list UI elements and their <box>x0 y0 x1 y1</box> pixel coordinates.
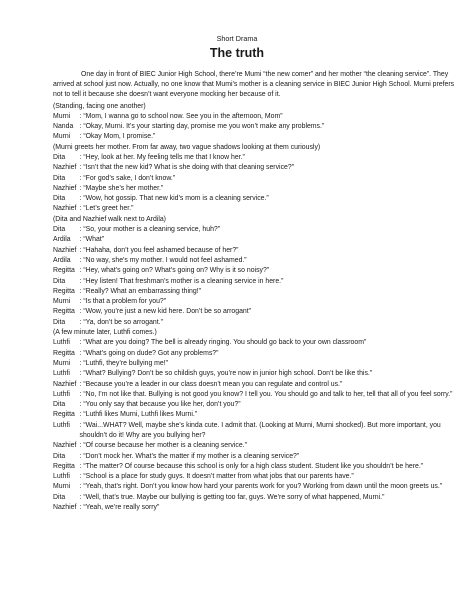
dialogue-text: : “Don’t mock her. What’s the matter if my mother is a cleaning service?” <box>79 452 300 460</box>
dialogue-line <box>53 472 465 482</box>
dialogue-text: : “Okay Mom, I promise.” <box>79 133 156 141</box>
speaker-name: Dita <box>53 318 66 326</box>
dialogue-line <box>53 256 465 266</box>
dialogue-text: : “No way, she’s my mother. I would not feel ashamed.” <box>79 256 247 264</box>
dialogue-line <box>53 204 465 214</box>
dialogue-text: : “Well, that’s true. Maybe our bullying is getting too far, guys. We’re sorry of what happened, Murni.” <box>79 493 385 501</box>
speaker-name: Luthfi <box>53 339 70 347</box>
speaker-name: Luthfi <box>53 390 70 398</box>
dialogue-line <box>53 482 465 492</box>
speaker-name: Murni <box>53 112 71 120</box>
speaker-name: Ardila <box>53 236 71 244</box>
stage-direction-text: (Dita and Nazhief walk next to Ardila) <box>53 215 166 223</box>
dialogue-text: : “So, your mother is a cleaning service, huh?” <box>79 226 221 234</box>
dialogue-line <box>53 235 465 245</box>
speaker-name: Luthfi <box>53 421 70 429</box>
dialogue-line <box>53 277 465 287</box>
speaker-name: Dita <box>53 277 66 285</box>
dialogue-text: : “Wai...WHAT? Well, maybe she’s kinda cute. I admit that. (Looking at Murni, Murni shocked). But more important, you shouldn’t do it! Why are you bullying her? <box>79 421 441 439</box>
speaker-name: Regitta <box>53 462 75 470</box>
stage-direction-text: (Murni greets her mother. From far away, two vague shadows looking at them curiously) <box>53 143 321 151</box>
dialogue-text: : “No, I’m not like that. Bullying is not good you know? I tell you. You should go and talk to her, tell that all of you feel sorry.” <box>79 390 453 398</box>
dialogue-text: : “Maybe she’s her mother.” <box>79 184 164 192</box>
speaker-name: Murni <box>53 359 71 367</box>
dialogue-line <box>53 390 465 400</box>
dialogue-line <box>53 380 465 390</box>
dialogue-line <box>53 400 465 410</box>
dialogue-line <box>53 266 465 276</box>
speaker-name: Dita <box>53 153 66 161</box>
speaker-name: Regitta <box>53 287 75 295</box>
speaker-name: Ardila <box>53 256 71 264</box>
dialogue-text: : “Yeah, we’re really sorry” <box>79 504 160 512</box>
speaker-name: Dita <box>53 195 66 203</box>
speaker-name: Regitta <box>53 411 75 419</box>
speaker-name: Murni <box>53 483 71 491</box>
dialogue-list <box>53 102 465 514</box>
dialogue-line <box>53 452 465 462</box>
dialogue-text: : “What? Bullying? Don’t be so childish guys, you’re now in junior high school. Don’t be like this.” <box>79 370 373 378</box>
dialogue-line <box>53 349 465 359</box>
speaker-name: Dita <box>53 226 66 234</box>
dialogue-text: : “What” <box>79 236 105 244</box>
speaker-name: Regitta <box>53 349 75 357</box>
dialogue-line <box>53 462 465 472</box>
speaker-name: Luthfi <box>53 370 70 378</box>
speaker-name: Luthfi <box>53 473 70 481</box>
dialogue-text: : “Okay, Murni. It’s your starting day, promise me you won’t make any problems.” <box>79 123 325 131</box>
speaker-name: Dita <box>53 493 66 501</box>
speaker-name: Dita <box>53 452 66 460</box>
speaker-name: Nanda <box>53 123 74 131</box>
dialogue-line <box>53 369 465 379</box>
speaker-name: Nazhief <box>53 205 77 213</box>
dialogue-line <box>53 503 465 513</box>
dialogue-line <box>53 225 465 235</box>
dialogue-text: : “Let’s greet her.” <box>79 205 134 213</box>
dialogue-text: : “The matter? Of course because this school is only for a high class student. Student like you shouldn’t be here.” <box>79 462 424 470</box>
dialogue-line <box>53 194 465 204</box>
dialogue-line <box>53 421 465 442</box>
stage-direction-text: (A few minute later, Luthfi comes.) <box>53 329 157 337</box>
stage-direction <box>53 215 465 225</box>
dialogue-text: : “You only say that because you like her, don’t you?” <box>79 401 241 409</box>
dialogue-line <box>53 153 465 163</box>
speaker-name: Regitta <box>53 308 75 316</box>
speaker-name: Nazhief <box>53 504 77 512</box>
dialogue-text: : “Ya, don’t be so arrogant.” <box>79 318 163 326</box>
dialogue-line <box>53 410 465 420</box>
stage-direction <box>53 328 465 338</box>
dialogue-text: : “Hey listen! That freshman’s mother is a cleaning service in here.” <box>79 277 284 285</box>
dialogue-text: : “Wow, hot gossip. That new kid’s mom is a cleaning service.” <box>79 195 269 203</box>
speaker-name: Nazhief <box>53 246 77 254</box>
dialogue-text: : “Is that a problem for you?” <box>79 298 167 306</box>
dialogue-text: : “Because you’re a leader in our class doesn’t mean you can regulate and control us.” <box>79 380 343 388</box>
dialogue-line <box>53 112 465 122</box>
dialogue-text: : “Hey, look at her. My feeling tells me that I know her.” <box>79 153 245 161</box>
dialogue-line <box>53 163 465 173</box>
dialogue-text: : “Really? What an embarrassing thing!” <box>79 287 201 295</box>
dialogue-line <box>53 122 465 132</box>
speaker-name: Murni <box>53 298 71 306</box>
speaker-name: Murni <box>53 133 71 141</box>
document-subtitle: Short Drama <box>216 34 258 43</box>
dialogue-text: : “Wow, you’re just a new kid here. Don’t be so arrogant” <box>79 308 251 316</box>
speaker-name: Nazhief <box>53 164 77 172</box>
dialogue-line <box>53 493 465 503</box>
dialogue-line <box>53 441 465 451</box>
speaker-name: Dita <box>53 401 66 409</box>
document-title: The truth <box>209 46 265 60</box>
dialogue-text: : “Mom, I wanna go to school now. See you in the afternoon, Mom” <box>79 112 283 120</box>
dialogue-line <box>53 184 465 194</box>
intro-paragraph: One day in front of BIEC Junior High School, there’re Mumi “the new comer” and her mother “the cleaning service”. They arrived at school just now. Actually, no one know that Mumi’s mother is a cleaning service in BIEC Junior High School. Murni prefers not to tell it because she doesn’t want everyone mocking her because of it. <box>53 71 455 99</box>
dialogue-text: : “Hey, what’s going on? What’s going on? Why is it so noisy?” <box>79 267 270 275</box>
dialogue-text: : “What’s going on dude? Got any problems?” <box>79 349 219 357</box>
stage-direction <box>53 143 465 153</box>
dialogue-line <box>53 359 465 369</box>
dialogue-text: : “Isn’t that the new kid? What is she doing with that cleaning service?” <box>79 164 294 172</box>
dialogue-text: : “What are you doing? The bell is already ringing. You should go back to your own classroom” <box>79 339 367 347</box>
dialogue-text: : “Of course because her mother is a cleaning service.” <box>79 442 247 450</box>
dialogue-line <box>53 174 465 184</box>
speaker-name: Dita <box>53 174 66 182</box>
dialogue-text: : “Luthfi, they’re bullying me!” <box>79 359 168 367</box>
dialogue-line <box>53 338 465 348</box>
dialogue-line <box>53 132 465 142</box>
dialogue-text: : “Luthfi likes Murni, Luthfi likes Murni.” <box>79 411 198 419</box>
dialogue-text: : “Yeah, that’s right. Don’t you know how hard your parents work for you? Working from dawn until the moon greets us.” <box>79 483 443 491</box>
speaker-name: Regitta <box>53 267 75 275</box>
dialogue-line <box>53 318 465 328</box>
dialogue-line <box>53 307 465 317</box>
dialogue-text: : “School is a place for study guys. It doesn’t matter from what jobs that our parents have.” <box>79 473 354 481</box>
dialogue-line <box>53 297 465 307</box>
dialogue-line <box>53 246 465 256</box>
stage-direction-text: (Standing, facing one another) <box>53 102 146 110</box>
speaker-name: Nazhief <box>53 442 77 450</box>
stage-direction <box>53 102 465 112</box>
speaker-name: Nazhief <box>53 184 77 192</box>
dialogue-text: : “Hahaha, don’t you feel ashamed because of her?” <box>79 246 239 254</box>
dialogue-text: : “For god’s sake, I don’t know.” <box>79 174 176 182</box>
dialogue-line <box>53 287 465 297</box>
speaker-name: Nazhief <box>53 380 77 388</box>
